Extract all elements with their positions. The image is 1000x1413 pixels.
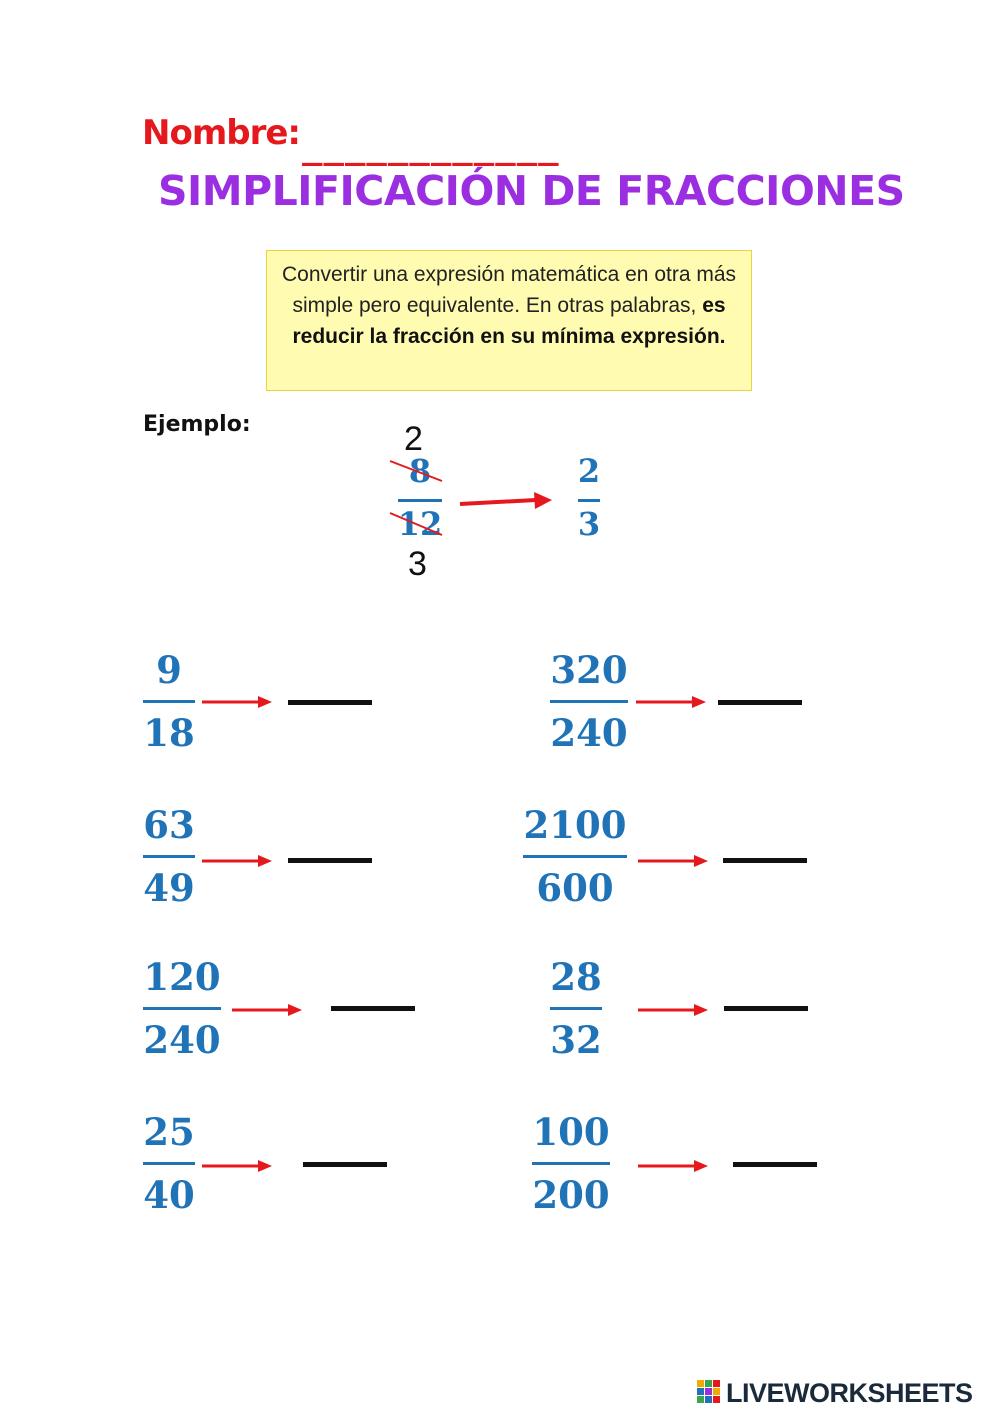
example-divided-denominator: 3 [408,545,427,583]
cross-out-marks [386,455,450,545]
exercise-denominator: 40 [143,1173,195,1217]
exercise-numerator: 9 [156,648,182,692]
exercise-numerator: 2100 [523,803,627,847]
answer-blank[interactable] [288,858,372,863]
exercise-numerator: 120 [143,955,221,999]
example-denominator: 12 [397,505,443,543]
exercise-denominator: 18 [143,711,195,755]
arrow-right-icon [636,1158,710,1174]
definition-box [266,250,752,391]
exercise-denominator: 49 [143,866,195,910]
exercise-fraction-bar [143,855,195,858]
example-result-bar [578,499,600,502]
arrow-right-icon [634,694,708,710]
definition-text: Convertir una expresión matemática en otra más simple pero equivalente. En otras palabras, [281,263,737,317]
definition-bold-text: es reducir la fracción en su mínima expresión. [292,294,726,348]
answer-blank[interactable] [288,700,372,705]
exercise-numerator: 63 [143,803,195,847]
answer-blank[interactable] [303,1162,387,1167]
answer-blank[interactable] [733,1162,817,1167]
exercise-fraction-bar [143,1162,195,1165]
name-input-line[interactable]: ____________ [302,127,560,167]
exercise-numerator: 25 [143,1110,195,1154]
answer-blank[interactable] [718,700,802,705]
exercise-fraction-bar [550,1007,602,1010]
arrow-right-icon [200,1158,274,1174]
answer-blank[interactable] [724,1006,808,1011]
example-result-denominator: 3 [577,505,601,543]
example-result-numerator: 2 [577,452,601,490]
exercise-numerator: 100 [532,1110,610,1154]
example-label: Ejemplo: [143,412,251,437]
exercise-denominator: 600 [536,866,614,910]
watermark-text: LIVEWORKSHEETS [726,1378,973,1408]
example-arrow-icon [458,490,554,512]
arrow-right-icon [200,853,274,869]
exercise-fraction-bar [143,700,195,703]
liveworksheets-logo-icon [697,1380,721,1404]
exercise-denominator: 240 [550,711,628,755]
exercise-fraction-bar [532,1162,610,1165]
arrow-right-icon [200,694,274,710]
arrow-right-icon [636,853,710,869]
exercise-fraction-bar [550,700,628,703]
cross-out-denominator [390,513,442,535]
exercise-denominator: 32 [550,1018,602,1062]
answer-blank[interactable] [331,1006,415,1011]
exercise-denominator: 200 [532,1173,610,1217]
cross-out-numerator [390,461,442,481]
arrow-right-icon [230,1002,304,1018]
exercise-fraction-bar [143,1007,221,1010]
example-numerator: 8 [408,452,432,490]
name-label: Nombre: [142,113,301,153]
answer-blank[interactable] [723,858,807,863]
arrow-right-icon [636,1002,710,1018]
page-title: SIMPLIFICACIÓN DE FRACCIONES [158,167,905,215]
exercise-denominator: 240 [143,1018,221,1062]
exercise-fraction-bar [523,855,627,858]
example-divided-numerator: 2 [404,420,423,458]
exercise-numerator: 28 [550,955,602,999]
exercise-numerator: 320 [550,648,628,692]
